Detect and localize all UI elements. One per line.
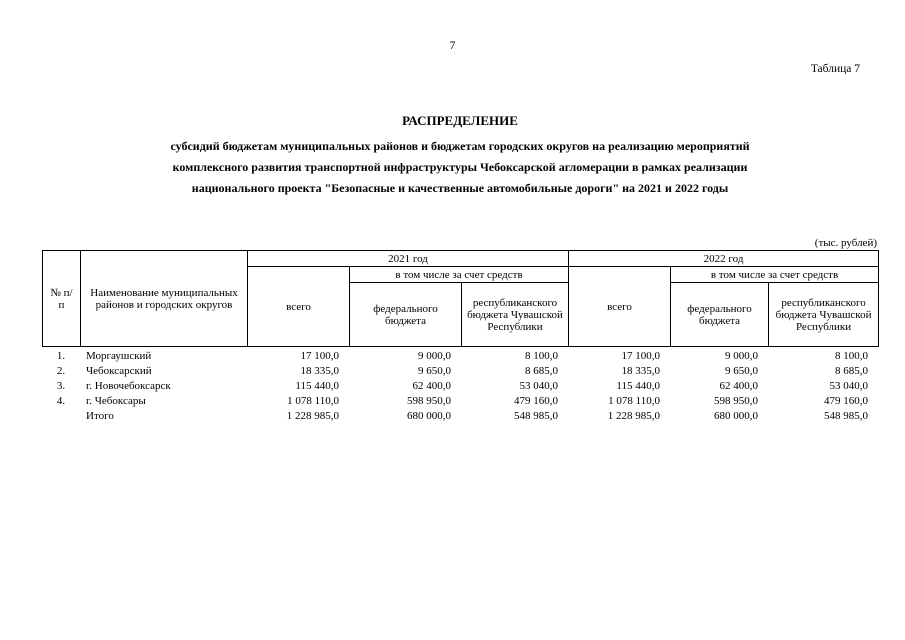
page-number: 7 [449,40,456,52]
total-total-2022: 1 228 985,0 [607,410,660,422]
cell-federal-2022: 62 400,0 [719,380,758,392]
row-number: 3. [56,380,66,392]
header-incl-2021: в том числе за счет средств [350,267,569,283]
total-row-number [42,409,80,424]
header-total-2022: всего [569,267,671,347]
header-republic-2022: республиканского бюджета Чувашской Республики [769,283,879,347]
units-label: (тыс. рублей) [814,237,877,249]
cell-republic-2022: 53 040,0 [829,380,868,392]
header-federal-2021: федерального бюджета [350,283,462,347]
cell-federal-2022: 598 950,0 [714,395,758,407]
row-name: г. Чебоксары [86,395,146,407]
header-incl-2022: в том числе за счет средств [671,267,879,283]
cell-total-2021: 115 440,0 [295,380,339,392]
row-name: г. Новочебоксарск [86,380,171,392]
cell-republic-2022: 8 685,0 [835,365,868,377]
cell-republic-2022: 8 100,0 [835,350,868,362]
header-total-2021: всего [248,267,350,347]
total-row-name: Итого [86,410,114,422]
total-federal-2022: 680 000,0 [714,410,758,422]
total-republic-2021: 548 985,0 [514,410,558,422]
total-total-2021: 1 228 985,0 [286,410,339,422]
document-title-block [60,113,860,199]
subtitle-line-1: субсидий бюджетам муниципальных районов и бюджетам городских округов на реализацию мероприятий [170,139,750,153]
cell-total-2022: 1 078 110,0 [608,395,660,407]
table-row [42,394,878,409]
document-title: РАСПРЕДЕЛЕНИЕ [402,113,518,128]
cell-total-2021: 17 100,0 [300,350,339,362]
subtitle-line-3: национального проекта "Безопасные и качественные автомобильные дороги" на 2021 и 2022 годы [191,181,729,195]
subtitle-line-2: комплексного развития транспортной инфраструктуры Чебоксарской агломерации в рамках реализации [172,160,748,174]
cell-republic-2021: 8 685,0 [525,365,558,377]
data-table [42,349,878,424]
row-number: 1. [56,350,66,362]
table-label: Таблица 7 [810,63,860,75]
cell-republic-2022: 479 160,0 [824,395,868,407]
cell-federal-2022: 9 650,0 [725,365,758,377]
header-num: № п/п [43,251,81,347]
header-year-2021: 2021 год [248,251,569,267]
header-republic-2021: республиканского бюджета Чувашской Республики [462,283,569,347]
cell-republic-2021: 53 040,0 [519,380,558,392]
row-name: Моргаушский [86,350,152,362]
row-number: 4. [56,395,66,407]
header-name: Наименование муниципальных районов и городских округов [81,251,248,347]
header-federal-2022: федерального бюджета [671,283,769,347]
cell-total-2022: 17 100,0 [621,350,660,362]
cell-republic-2021: 479 160,0 [514,395,558,407]
cell-federal-2021: 62 400,0 [412,380,451,392]
header-table [42,250,879,347]
cell-federal-2022: 9 000,0 [725,350,758,362]
cell-federal-2021: 9 650,0 [418,365,451,377]
total-federal-2021: 680 000,0 [407,410,451,422]
cell-total-2021: 18 335,0 [300,365,339,377]
cell-total-2022: 115 440,0 [616,380,660,392]
cell-republic-2021: 8 100,0 [525,350,558,362]
table-row [42,364,878,379]
row-number: 2. [56,365,66,377]
cell-federal-2021: 9 000,0 [418,350,451,362]
cell-total-2021: 1 078 110,0 [287,395,339,407]
cell-federal-2021: 598 950,0 [407,395,451,407]
total-row [42,409,878,424]
table-row [42,379,878,394]
row-name: Чебоксарский [86,365,152,377]
total-republic-2022: 548 985,0 [824,410,868,422]
header-year-2022: 2022 год [569,251,879,267]
table-row [42,349,878,364]
cell-total-2022: 18 335,0 [621,365,660,377]
